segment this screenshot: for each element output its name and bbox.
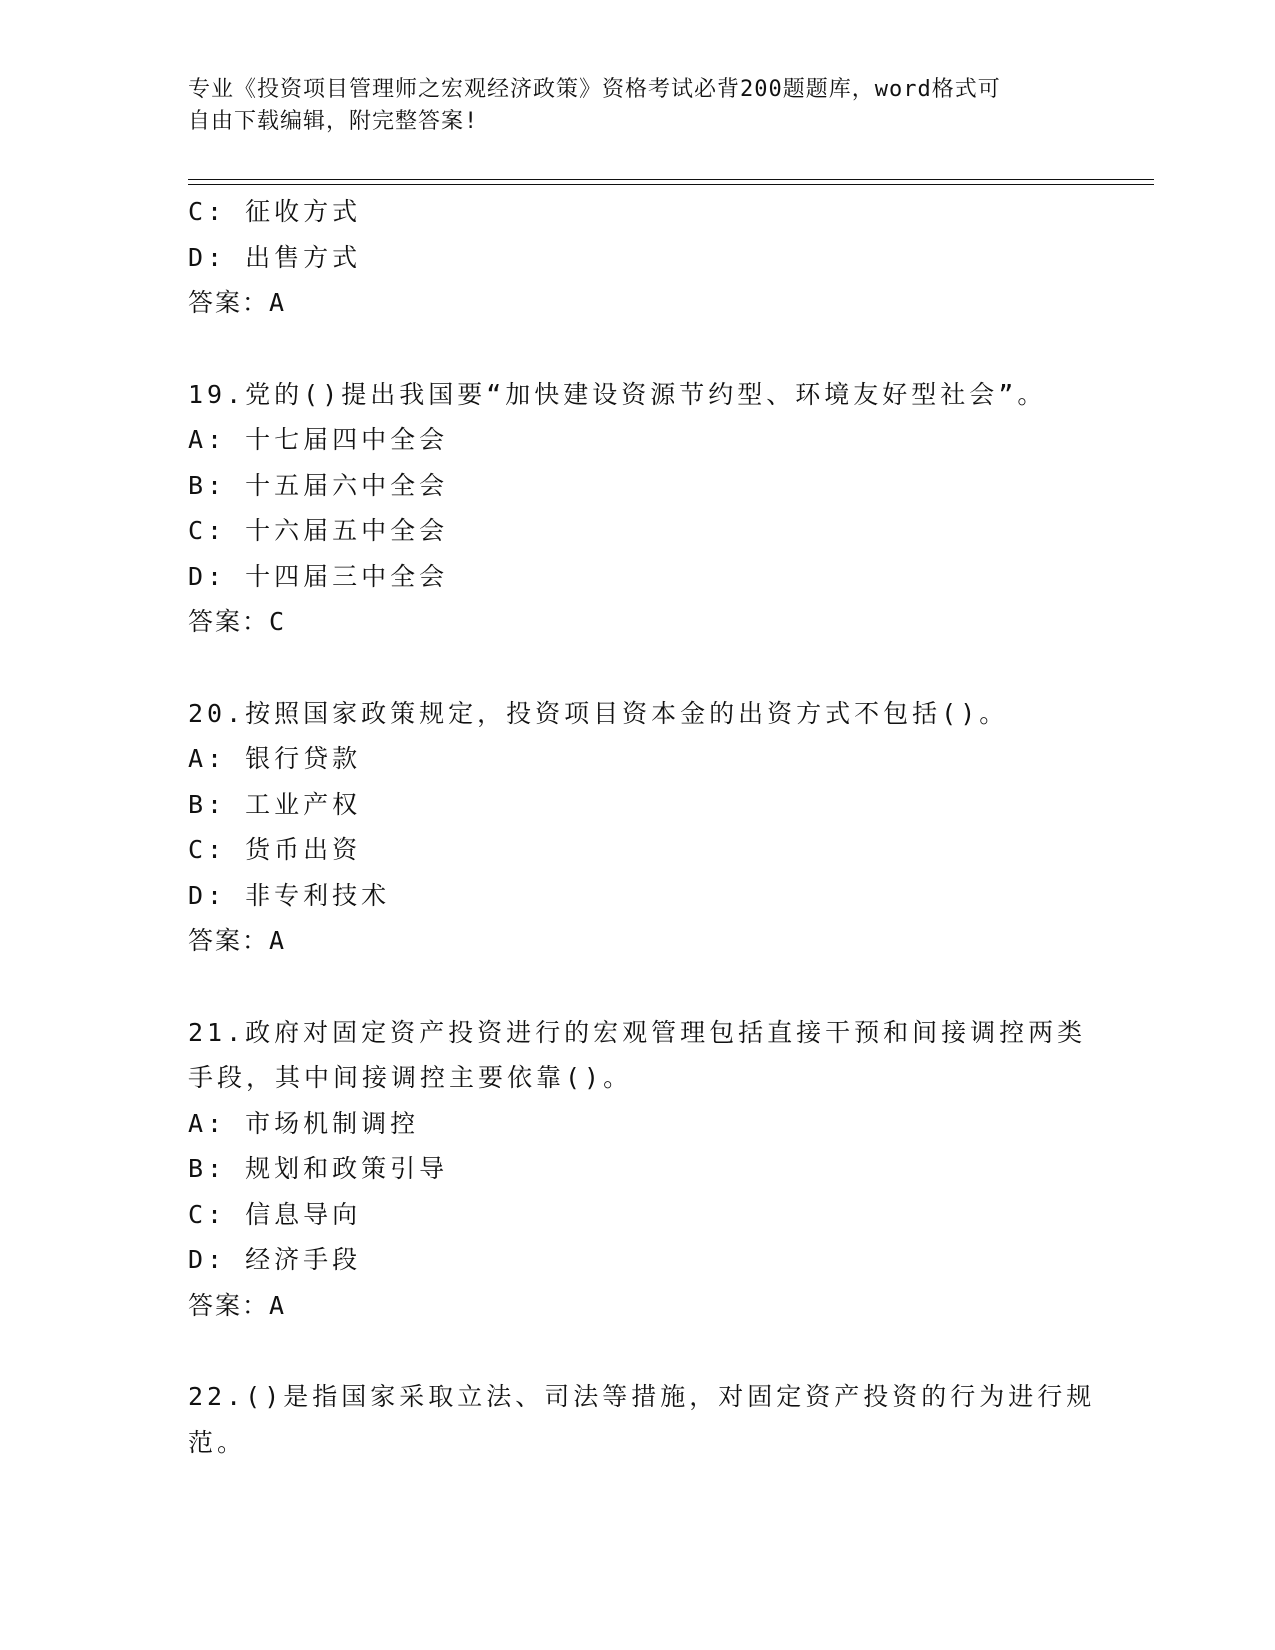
answer-label: 答案： [188, 607, 270, 636]
header-line-2: 自由下载编辑，附完整答案! [188, 109, 479, 134]
question-stem-line-1: 21.政府对固定资产投资进行的宏观管理包括直接干预和间接调控两类 [188, 1017, 1087, 1047]
question-list [188, 189, 1096, 1465]
question-20 [188, 691, 1088, 964]
option-b: B: 十五届六中全会 [188, 470, 449, 500]
header-divider-top [188, 179, 1154, 180]
answer-value: A [269, 288, 286, 317]
answer-label: 答案： [188, 288, 270, 317]
question-stem-line-2: 范。 [188, 1427, 247, 1457]
question-21 [188, 1010, 1088, 1329]
option-a: A: 十七届四中全会 [188, 425, 449, 454]
document-header [188, 74, 1068, 138]
question-19 [188, 372, 1088, 645]
answer-value: C [269, 607, 286, 636]
option-d: D: 出售方式 [188, 242, 362, 272]
option-b: B: 规划和政策引导 [188, 1154, 449, 1183]
option-b: B: 工业产权 [188, 789, 362, 819]
option-c: C: 货币出资 [188, 835, 362, 864]
option-d: D: 十四届三中全会 [188, 561, 449, 591]
option-d: D: 非专利技术 [188, 880, 391, 910]
question-22 [188, 1374, 1096, 1465]
answer-label: 答案： [188, 1290, 270, 1320]
answer-line [188, 280, 1088, 326]
question-stem: 20.按照国家政策规定，投资项目资本金的出资方式不包括()。 [188, 698, 1009, 728]
option-c: C: 信息导向 [188, 1199, 362, 1229]
header-line-1: 专业《投资项目管理师之宏观经济政策》资格考试必背200题题库，word格式可 [188, 77, 1001, 102]
answer-value: A [269, 926, 286, 955]
option-d: D: 经济手段 [188, 1245, 362, 1274]
option-a: A: 银行贷款 [188, 744, 362, 773]
option-c: C: 征收方式 [188, 197, 362, 226]
answer-value: A [269, 1290, 286, 1320]
answer-line [188, 1283, 1088, 1329]
answer-label: 答案： [188, 926, 270, 955]
option-a: A: 市场机制调控 [188, 1108, 420, 1138]
question-18-continued [188, 189, 1088, 326]
option-c: C: 十六届五中全会 [188, 516, 449, 545]
question-stem-line-2: 手段，其中间接调控主要依靠()。 [188, 1063, 633, 1092]
answer-line [188, 918, 1088, 964]
header-divider-bottom [188, 184, 1154, 185]
answer-line [188, 599, 1088, 645]
question-stem: 19.党的()提出我国要“加快建设资源节约型、环境友好型社会”。 [188, 379, 1047, 409]
question-stem-line-1: 22.()是指国家采取立法、司法等措施，对固定资产投资的行为进行规 [188, 1382, 1096, 1411]
